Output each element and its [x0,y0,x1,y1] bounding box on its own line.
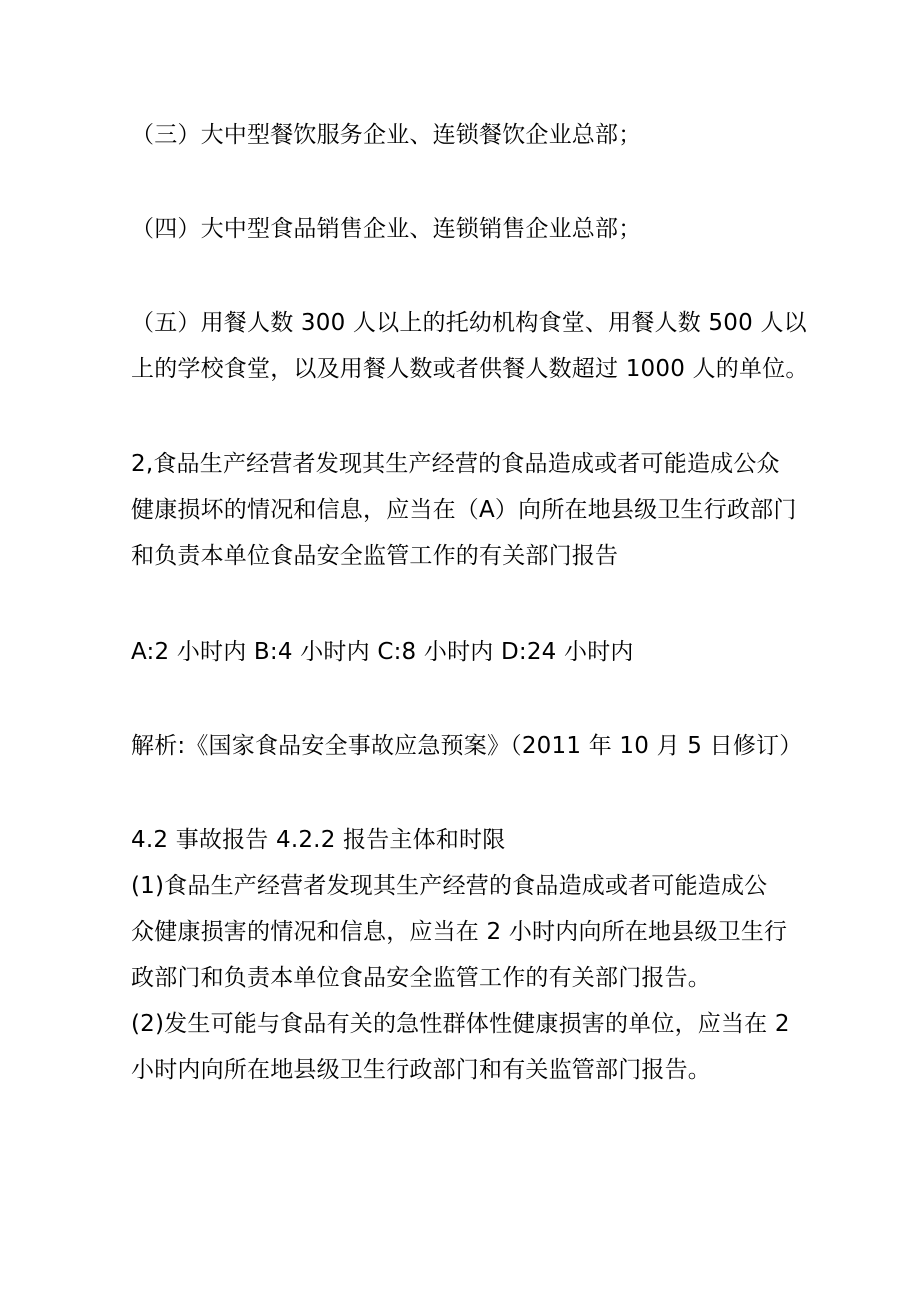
text-line: 小时内向所在地县级卫生行政部门和有关监管部门报告。 [131,1057,711,1083]
text-line: （三）大中型餐饮服务企业、连锁餐饮企业总部； [131,122,642,148]
text-line: （四）大中型食品销售企业、连锁销售企业总部； [131,216,642,242]
answer-options [131,629,811,675]
text-line: A:2 小时内 B:4 小时内 C:8 小时内 D:24 小时内 [131,639,634,665]
text-line: (2)发生可能与食品有关的急性群体性健康损害的单位，应当在 2 [131,1011,790,1037]
text-line: 4.2 事故报告 4.2.2 报告主体和时限 [131,827,506,853]
text-line: 2,食品生产经营者发现其生产经营的食品造成或者可能造成公众 [131,451,780,477]
text-line: 政部门和负责本单位食品安全监管工作的有关部门报告。 [131,965,711,991]
text-line: 健康损坏的情况和信息，应当在（A）向所在地县级卫生行政部门 [131,497,797,523]
paragraph-item-5 [131,300,811,392]
paragraph-item-3 [131,112,811,158]
text-line: 和负责本单位食品安全监管工作的有关部门报告 [131,543,619,569]
paragraph-item-4 [131,206,811,252]
text-line: 解析:《国家食品安全事故应急预案》（2011 年 10 月 5 日修订） [131,733,803,759]
text-line: 众健康损害的情况和信息，应当在 2 小时内向所在地县级卫生行 [131,919,788,945]
question-2 [131,441,811,579]
analysis-body [131,817,811,1093]
text-line: （五）用餐人数 300 人以上的托幼机构食堂、用餐人数 500 人以 [131,310,807,336]
text-line: 上的学校食堂，以及用餐人数或者供餐人数超过 1000 人的单位。 [131,356,809,382]
text-line: (1)食品生产经营者发现其生产经营的食品造成或者可能造成公 [131,873,768,899]
analysis-heading [131,723,811,769]
